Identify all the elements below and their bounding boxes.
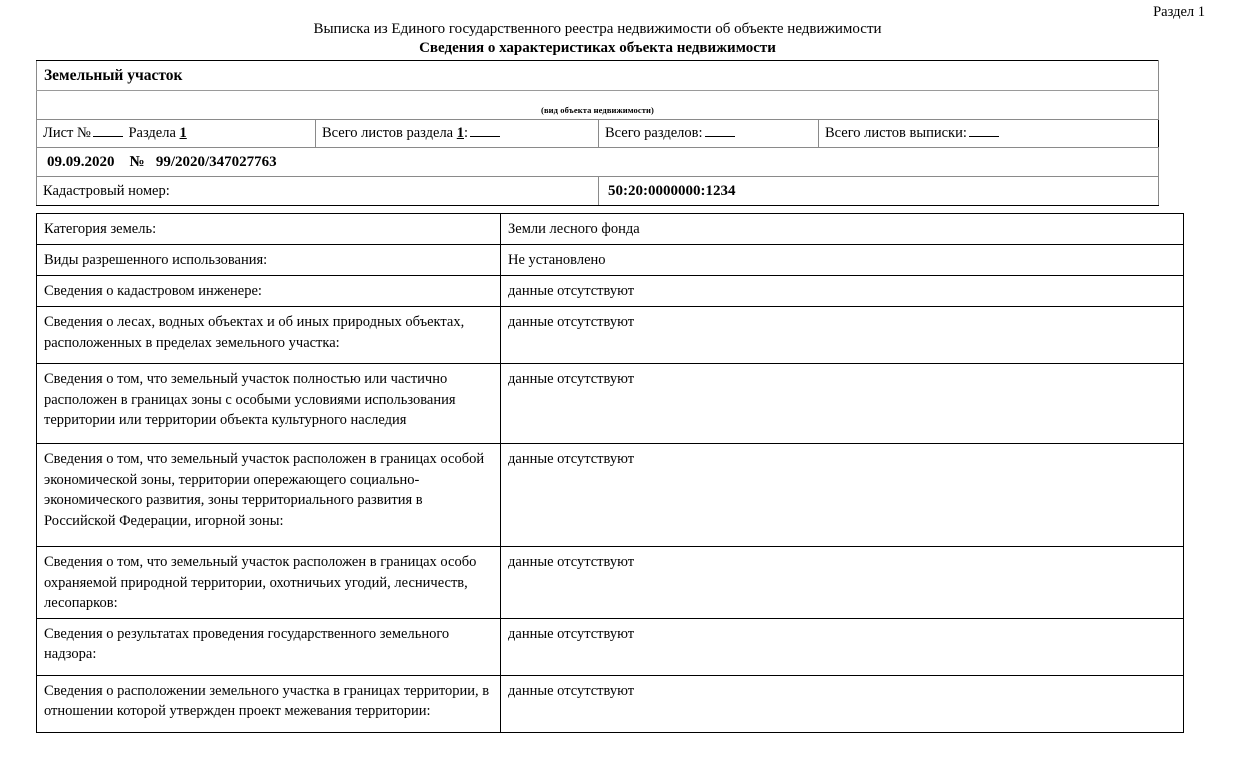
characteristic-value: данные отсутствуют xyxy=(501,307,1184,364)
total-sheets-cell xyxy=(819,120,1159,148)
total-sheets-blank[interactable] xyxy=(969,124,999,137)
characteristic-value: данные отсутствуют xyxy=(501,444,1184,547)
characteristic-label: Категория земель: xyxy=(37,214,501,245)
document-number: 99/2020/347027763 xyxy=(155,153,277,170)
characteristic-value: Земли лесного фонда xyxy=(501,214,1184,245)
characteristic-label: Сведения о кадастровом инженере: xyxy=(37,276,501,307)
total-sheets-of-section-blank[interactable] xyxy=(470,124,500,137)
characteristic-label: Сведения о расположении земельного участка в границах территории, в отношении которой утвержден проект межевания территории: xyxy=(37,675,501,732)
object-type-value: Земельный участок xyxy=(37,61,1159,91)
cadastral-number-value: 50:20:0000000:1234 xyxy=(599,177,1159,206)
total-sheets-of-section-suffix: : xyxy=(464,125,469,142)
header-table xyxy=(36,60,1159,206)
total-sheets-of-section-label: Всего листов раздела xyxy=(322,125,454,142)
characteristic-label: Сведения о результатах проведения государственного земельного надзора: xyxy=(37,618,501,675)
table-row xyxy=(37,214,1184,245)
object-type-caption-row xyxy=(37,91,1159,120)
table-row xyxy=(37,547,1184,619)
characteristic-value: данные отсутствуют xyxy=(501,276,1184,307)
number-sign: № xyxy=(129,153,145,170)
table-row xyxy=(37,364,1184,444)
characteristic-label: Сведения о том, что земельный участок расположен в границах особо охраняемой природной территории, охотничьих угодий, лесничеств, лесопарков: xyxy=(37,547,501,619)
sheet-number-cell xyxy=(37,120,316,148)
characteristic-value: данные отсутствуют xyxy=(501,675,1184,732)
table-row xyxy=(37,444,1184,547)
characteristic-value: Не установлено xyxy=(501,245,1184,276)
object-type-caption: (вид объекта недвижимости) xyxy=(37,91,1159,120)
page-subtitle: Сведения о характеристиках объекта недвижимости xyxy=(419,40,776,56)
cadastral-number-label: Кадастровый номер: xyxy=(37,177,599,206)
table-row xyxy=(37,307,1184,364)
total-sections-label: Всего разделов: xyxy=(605,125,703,142)
document-date-cell xyxy=(37,148,1159,177)
object-type-row xyxy=(37,61,1159,91)
cadastral-number-row xyxy=(37,177,1159,206)
sheet-number-label: Лист № xyxy=(43,125,91,142)
characteristic-value: данные отсутствуют xyxy=(501,364,1184,444)
document-date-row xyxy=(37,148,1159,177)
total-sheets-label: Всего листов выписки: xyxy=(825,125,967,142)
document-date: 09.09.2020 xyxy=(47,153,115,170)
characteristic-label: Сведения о лесах, водных объектах и об иных природных объектах, расположенных в пределах земельного участка: xyxy=(37,307,501,364)
sheet-info-row xyxy=(37,120,1159,148)
page-title: Выписка из Единого государственного реестра недвижимости об объекте недвижимости xyxy=(313,21,882,37)
total-sections-cell xyxy=(599,120,819,148)
sheet-section-number: 1 xyxy=(179,125,187,142)
table-row xyxy=(37,675,1184,732)
characteristic-label: Виды разрешенного использования: xyxy=(37,245,501,276)
sheet-number-blank[interactable] xyxy=(93,124,123,137)
characteristics-table-body xyxy=(37,214,1184,733)
total-sheets-of-section-number: 1 xyxy=(456,125,464,142)
table-row xyxy=(37,276,1184,307)
total-sheets-of-section-cell xyxy=(316,120,599,148)
characteristic-label: Сведения о том, что земельный участок полностью или частично расположен в границах зоны с особыми условиями использования территории или территории объекта культурного наследия xyxy=(37,364,501,444)
total-sections-blank[interactable] xyxy=(705,124,735,137)
table-row xyxy=(37,618,1184,675)
characteristic-value: данные отсутствуют xyxy=(501,618,1184,675)
sheet-section-word: Раздела xyxy=(128,125,176,142)
table-row xyxy=(37,245,1184,276)
characteristic-label: Сведения о том, что земельный участок расположен в границах особой экономической зоны, территории опережающего социально-экономического развития, зоны территориального развития в Российской Федерации, игорной зоны: xyxy=(37,444,501,547)
characteristic-value: данные отсутствуют xyxy=(501,547,1184,619)
section-label: Раздел 1 xyxy=(1153,4,1205,20)
characteristics-table xyxy=(36,213,1184,733)
